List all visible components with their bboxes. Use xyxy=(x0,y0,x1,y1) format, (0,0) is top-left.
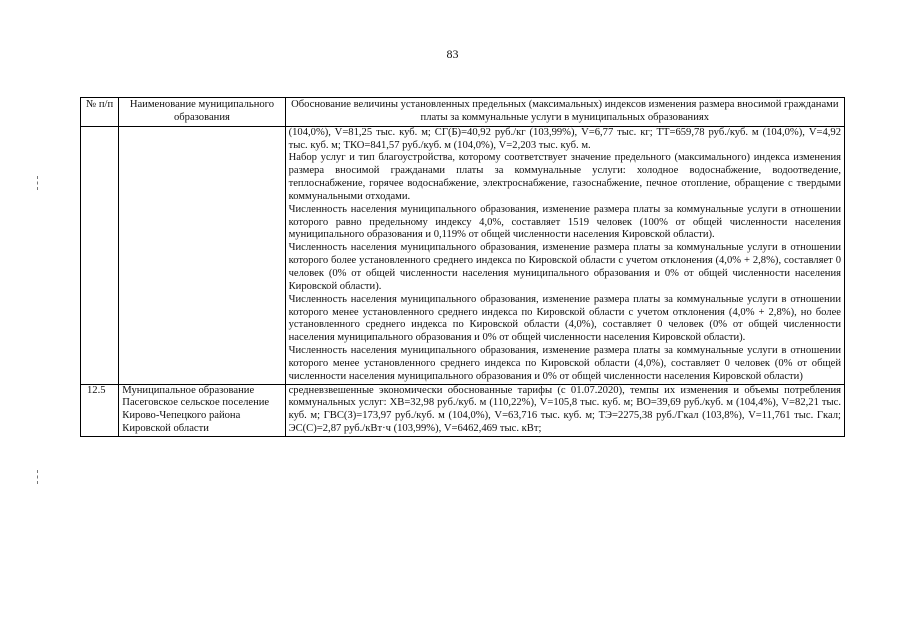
table-row xyxy=(81,384,845,436)
cell-municipality xyxy=(119,126,285,384)
cell-municipality: Муниципальное образование Пасеговское сельское поселение Кирово-Чепецкого района Кировской области xyxy=(119,384,285,436)
header-number: № п/п xyxy=(81,98,119,127)
cell-justification: средневзвешенные экономически обоснованные тарифы (с 01.07.2020), темпы их изменения и объемы потребления коммунальных услуг: ХВ=32,98 руб./куб. м (110,22%), V=105,8 тыс. куб. м; ВО=39,69 руб./куб. м (104,4%), V=82,21 тыс. куб. м; ГВС(З)=173,97 руб./куб. м (104,0%), V=63,716 тыс. куб. м; ТЭ=2275,38 руб./Гкал (103,8%), V=11,761 тыс. Гкал; ЭС(С)=2,87 руб./кВт·ч (103,99%), V=6462,469 тыс. кВт; xyxy=(285,384,844,436)
header-municipality: Наименование муниципального образования xyxy=(119,98,285,127)
margin-mark xyxy=(37,176,39,190)
paragraph: Численность населения муниципального образования, изменение размера платы за коммунальные услуги в отношении которого более установленного среднего индекса по Кировской области с учетом отклонения (4,0% + 2,8%), составляет 0 человек (0% от общей численности населения муниципального образования и 0% от общей численности населения Кировской области). xyxy=(288,242,841,292)
paragraph: Набор услуг и тип благоустройства, которому соответствует значение предельного (максимального) индекса изменения размера вносимой гражданами платы за коммунальные услуги: холодное водоснабжение, водоотведение, теплоснабжение, горячее водоснабжение, электроснабжение, газоснабжение, печное отопление, обращение с твердыми коммунальными отходами. xyxy=(288,152,841,202)
page-number: 83 xyxy=(446,47,459,61)
paragraph: Численность населения муниципального образования, изменение размера платы за коммунальные услуги в отношении которого менее установленного среднего индекса по Кировской области (4,0%), составляет 0 человек (0% от общей численности населения муниципального образования и 0% от общей численности населения Кировской области) xyxy=(288,345,841,382)
table-header-row xyxy=(81,98,845,127)
margin-mark xyxy=(37,470,39,484)
header-justification: Обоснование величины установленных предельных (максимальных) индексов изменения размера вносимой гражданами платы за коммунальные услуги в муниципальных образованиях xyxy=(285,98,844,127)
cell-justification xyxy=(285,126,844,384)
cell-number xyxy=(81,126,119,384)
paragraph: Численность населения муниципального образования, изменение размера платы за коммунальные услуги в отношении которого равно предельному индексу 4,0%, составляет 1519 человек (100% от общей численности населения муниципального образования и 0,119% от общей численности населения Кировской области). xyxy=(288,203,841,241)
tariff-index-table xyxy=(80,97,845,437)
table-row xyxy=(81,126,845,384)
paragraph: Численность населения муниципального образования, изменение размера платы за коммунальные услуги в отношении которого менее установленного среднего индекса по Кировской области с учетом отклонения (4,0% + 2,8%), но более установленного среднего индекса по Кировской области (4,0%), составляет 0 человек (0% от общей численности населения муниципального образования и 0% от общей численности населения Кировской области). xyxy=(288,293,841,344)
cell-number: 12.5 xyxy=(81,384,119,436)
paragraph: (104,0%), V=81,25 тыс. куб. м; СГ(Б)=40,92 руб./кг (103,99%), V=6,77 тыс. кг; ТТ=659,78 руб./куб. м (104,0%), V=4,92 тыс. куб. м; ТКО=841,57 руб./куб. м (104,0%), V=2,203 тыс. куб. м. xyxy=(288,126,841,151)
